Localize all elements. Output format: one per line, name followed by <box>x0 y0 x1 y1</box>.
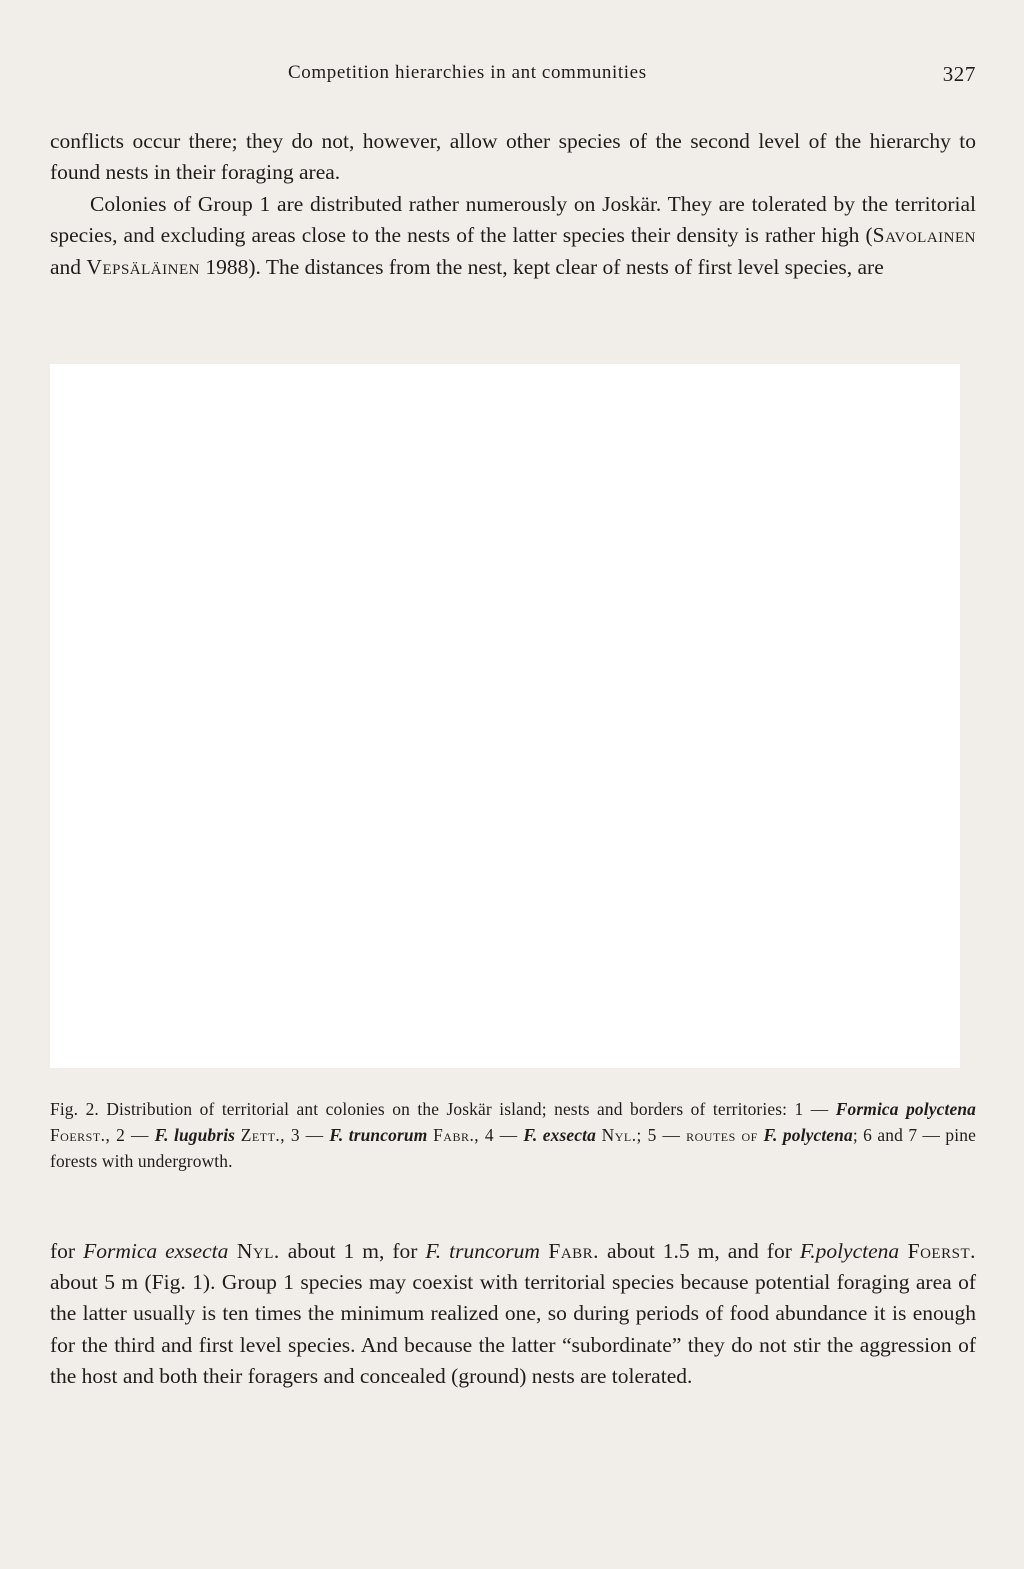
author-abbrev: Foerst. <box>899 1239 976 1263</box>
figure-placeholder <box>50 364 960 1068</box>
paragraph <box>50 1236 976 1392</box>
caption-text: Fig. 2. Distribution of territorial ant colonies on the Joskär island; nests and borders of territories: 1 — <box>50 1099 836 1119</box>
species-name: F. polyctena <box>763 1125 853 1146</box>
caption-text: Zett., 3 — <box>235 1125 330 1146</box>
paragraph-text: conflicts occur there; they do not, however, allow other species of the second level of the hierarchy to found nests in their foraging area. <box>50 129 976 185</box>
paragraph-text: for <box>50 1239 84 1263</box>
species-name: F.polyctena <box>799 1239 900 1263</box>
species-name: Formica polyctena <box>835 1099 977 1119</box>
running-title: Competition hierarchies in ant communities <box>288 62 647 83</box>
author-abbrev: Nyl. <box>228 1239 280 1263</box>
species-name: F. lugubris <box>154 1125 236 1146</box>
body-text-top <box>50 126 976 283</box>
species-name: F. truncorum <box>329 1125 428 1146</box>
conjunction: and <box>50 254 87 279</box>
caption-text: Nyl.; 5 — routes of <box>595 1125 764 1146</box>
paragraph-text: Colonies of Group 1 are distributed rather numerously on Joskär. They are tolerated by the territorial species, and excluding areas close to the nests of the latter species their density is rather high ( <box>50 191 976 248</box>
paragraph-text: about 5 m (Fig. 1). Group 1 species may coexist with territorial species because potential foraging area of the latter usually is ten times the minimum realized one, so during periods of food abundance it is enough for the third and first level species. And because the latter “subordinate” they do not stir the aggression of the host and both their foragers and concealed (ground) nests are tolerated. <box>50 1270 976 1388</box>
body-text-bottom <box>50 1236 976 1392</box>
caption-text: ; 6 and 7 — pine forests with undergrowth. <box>50 1125 976 1172</box>
caption-text: Fabr., 4 — <box>427 1125 524 1146</box>
author-name: Vepsäläinen <box>86 254 200 279</box>
page-number: 327 <box>942 62 976 86</box>
paragraph-text: about 1 m, for <box>279 1239 426 1263</box>
author-name: Savolainen <box>872 223 976 248</box>
species-name: Formica exsecta <box>83 1239 229 1263</box>
paragraph-text: 1988). The distances from the nest, kept clear of nests of first level species, are <box>199 254 884 279</box>
species-name: F. exsecta <box>523 1125 596 1146</box>
caption-text: Foerst., 2 — <box>50 1125 155 1146</box>
author-abbrev: Fabr. <box>539 1239 600 1263</box>
figure-caption <box>50 1096 976 1175</box>
species-name: F. truncorum <box>425 1239 540 1263</box>
paragraph-text: about 1.5 m, and for <box>599 1239 800 1263</box>
paragraph <box>50 126 976 189</box>
paragraph <box>50 189 976 283</box>
